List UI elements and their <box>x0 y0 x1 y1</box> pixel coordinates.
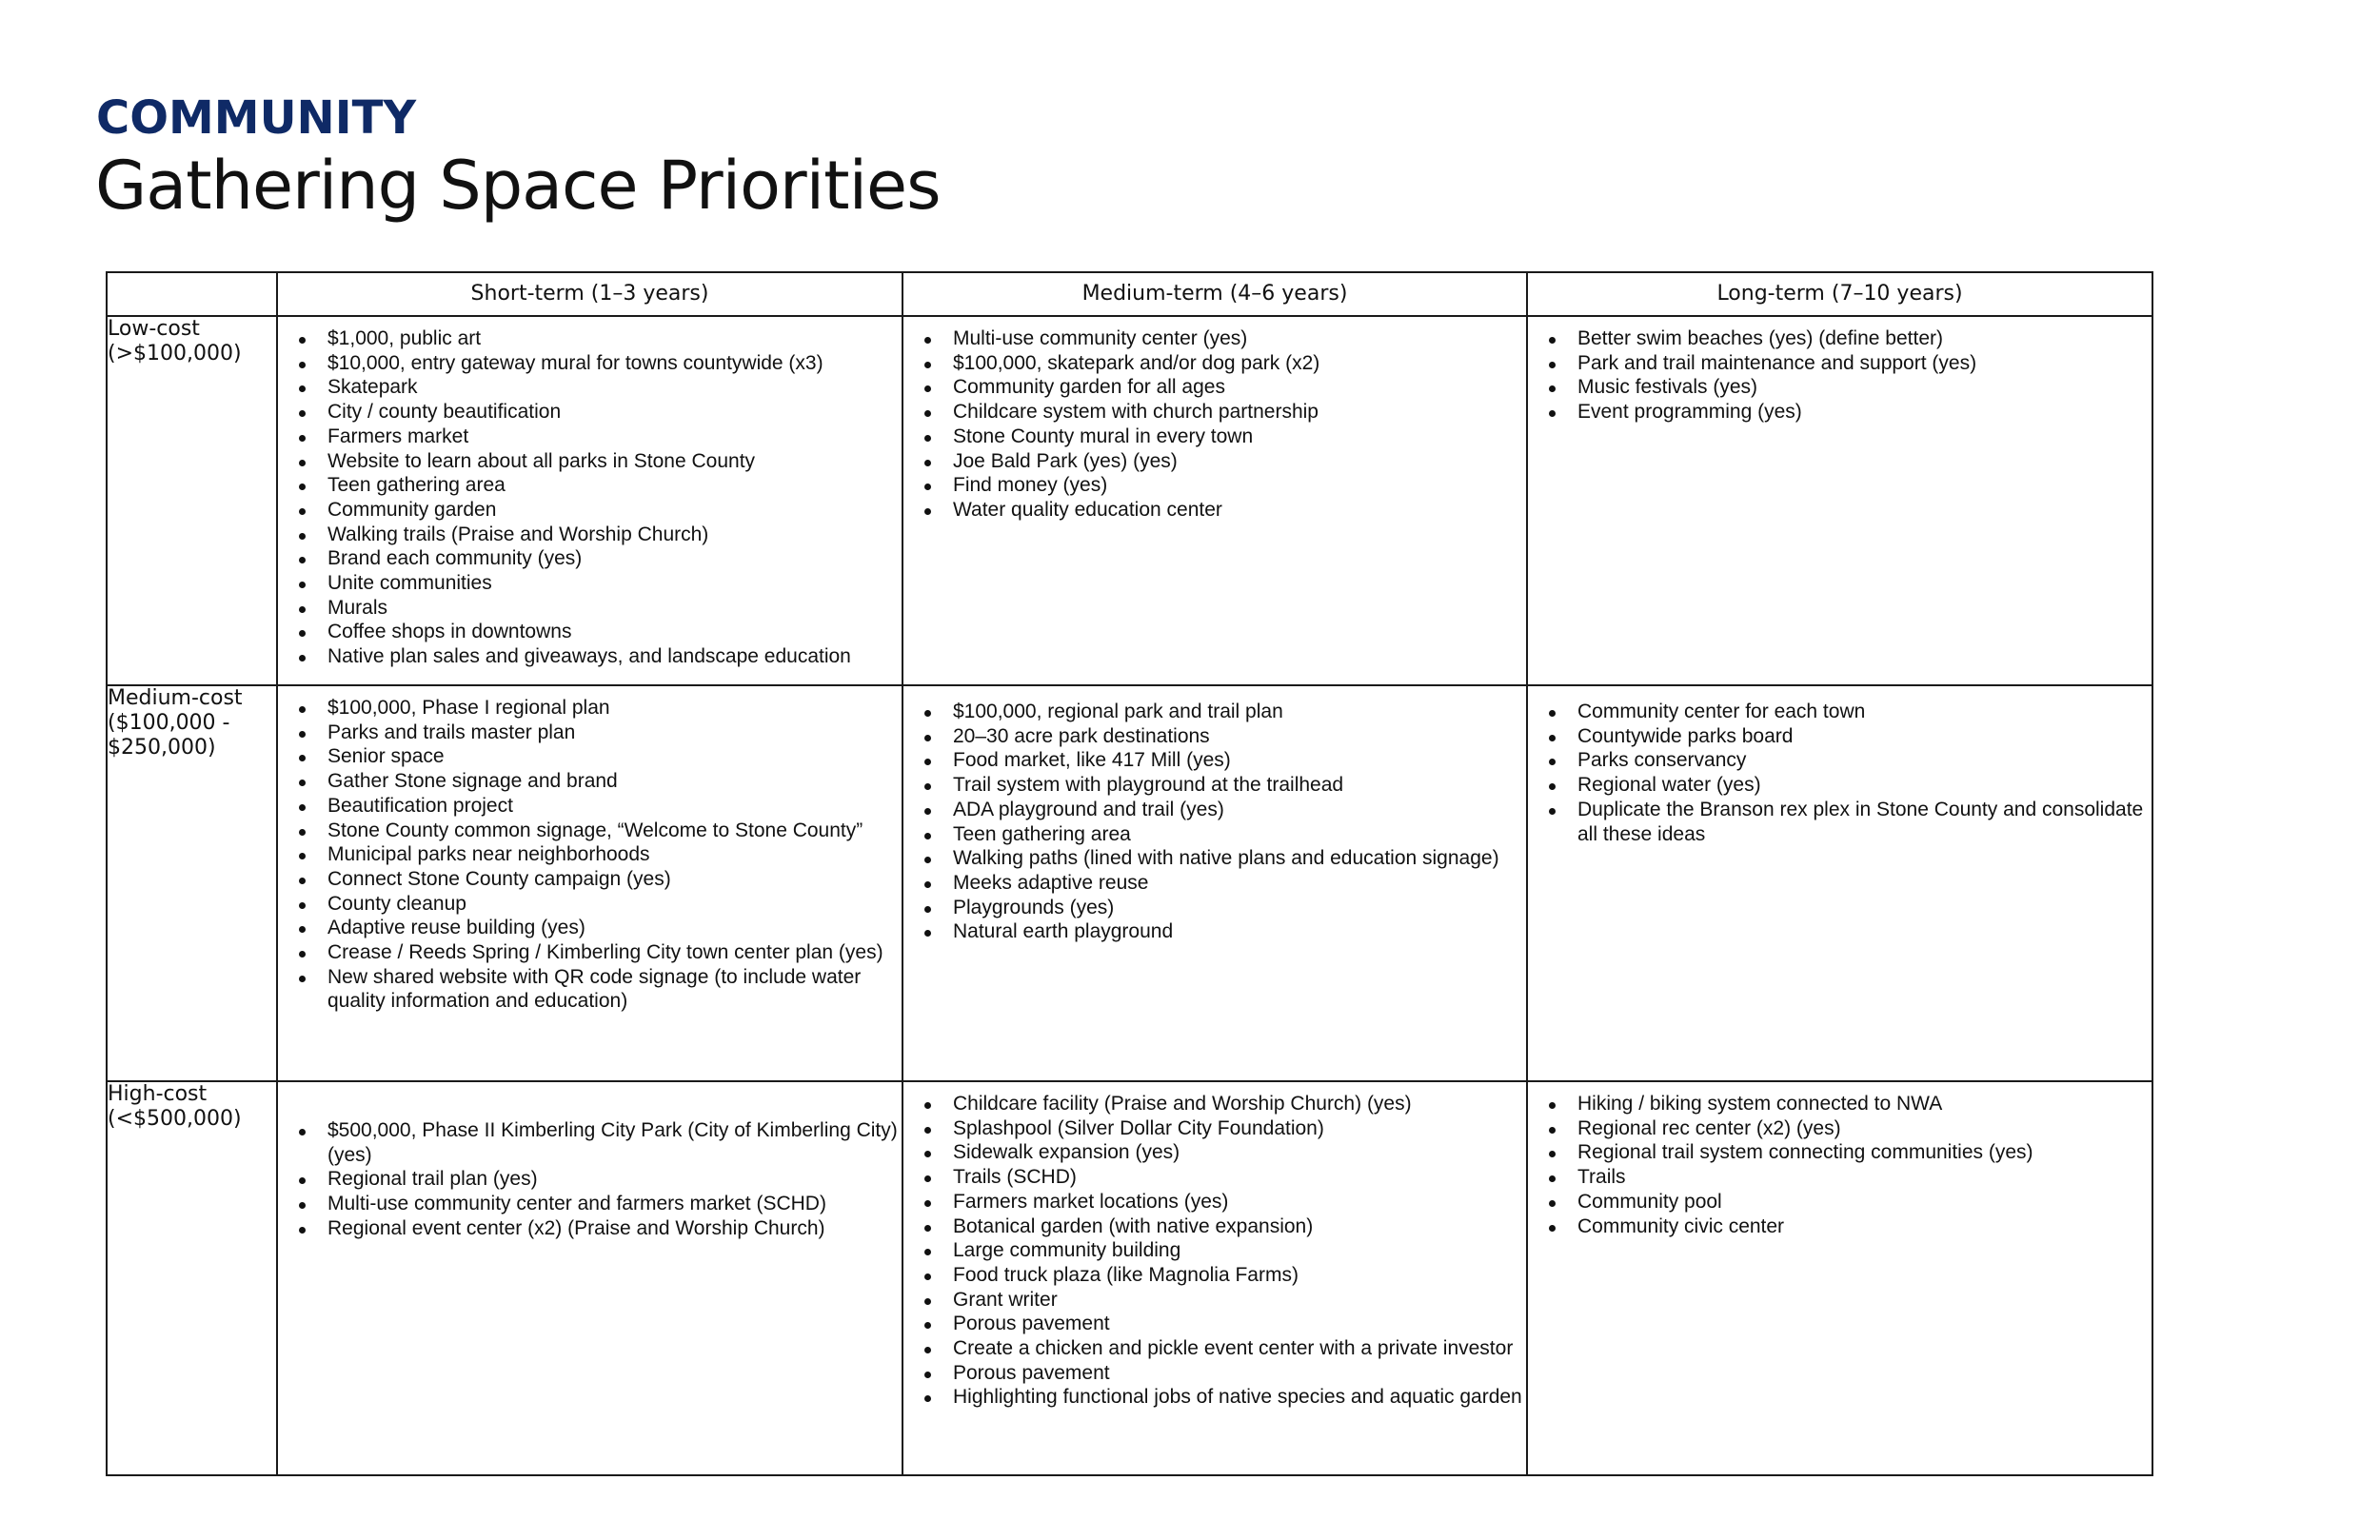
list-item: Parks conservancy <box>1528 748 2152 773</box>
list-item: $100,000, regional park and trail plan <box>903 700 1526 724</box>
list-item: Large community building <box>903 1238 1526 1263</box>
list-item: Beautification project <box>278 794 902 819</box>
list-item: Multi-use community center (yes) <box>903 326 1526 351</box>
list-item: Farmers market <box>278 424 902 449</box>
list-item: Park and trail maintenance and support (yes) <box>1528 351 2152 376</box>
list-item: Countywide parks board <box>1528 724 2152 749</box>
list-item: Porous pavement <box>903 1312 1526 1336</box>
row-label-line: Low-cost <box>108 317 200 341</box>
list-item: Hiking / biking system connected to NWA <box>1528 1092 2152 1116</box>
table-header-row <box>107 272 2152 316</box>
row-label-line: (<$500,000) <box>108 1107 242 1131</box>
list-item: Teen gathering area <box>278 473 902 498</box>
corner-header-cell <box>107 272 277 316</box>
list-item: Stone County common signage, “Welcome to Stone County” <box>278 819 902 843</box>
item-list <box>278 686 902 1014</box>
list-item: Municipal parks near neighborhoods <box>278 842 902 867</box>
cell-medium-short <box>277 685 902 1081</box>
list-item: $100,000, skatepark and/or dog park (x2) <box>903 351 1526 376</box>
list-item: Grant writer <box>903 1288 1526 1313</box>
list-item: Sidewalk expansion (yes) <box>903 1140 1526 1165</box>
column-header-short-term: Short-term (1–3 years) <box>277 272 902 316</box>
row-label-line: (>$100,000) <box>108 342 242 365</box>
list-item: Regional trail system connecting communities (yes) <box>1528 1140 2152 1165</box>
table-row-low-cost <box>107 316 2152 685</box>
list-item: Joe Bald Park (yes) (yes) <box>903 449 1526 474</box>
page-title: Gathering Space Priorities <box>95 147 941 225</box>
list-item: Regional trail plan (yes) <box>278 1167 902 1192</box>
list-item: Murals <box>278 596 902 621</box>
list-item: Community center for each town <box>1528 700 2152 724</box>
item-list <box>1528 686 2152 846</box>
item-list <box>903 1082 1526 1410</box>
cell-high-long <box>1527 1081 2152 1475</box>
list-item: Community pool <box>1528 1190 2152 1214</box>
section-kicker: COMMUNITY <box>96 91 417 145</box>
item-list <box>278 1082 902 1241</box>
item-list <box>903 686 1526 944</box>
list-item: New shared website with QR code signage (to include water quality information and education) <box>278 965 902 1014</box>
cell-high-short <box>277 1081 902 1475</box>
list-item: Natural earth playground <box>903 919 1526 944</box>
list-item: Find money (yes) <box>903 473 1526 498</box>
list-item: Music festivals (yes) <box>1528 375 2152 400</box>
column-header-medium-term: Medium-term (4–6 years) <box>902 272 1527 316</box>
row-label-medium-cost <box>107 685 277 1081</box>
cell-low-long <box>1527 316 2152 685</box>
column-header-long-term: Long-term (7–10 years) <box>1527 272 2152 316</box>
list-item: Walking trails (Praise and Worship Church) <box>278 523 902 547</box>
list-item: Trail system with playground at the trailhead <box>903 773 1526 798</box>
list-item: Childcare facility (Praise and Worship Church) (yes) <box>903 1092 1526 1116</box>
list-item: Regional event center (x2) (Praise and Worship Church) <box>278 1216 902 1241</box>
list-item: City / county beautification <box>278 400 902 424</box>
cell-medium-medium <box>902 685 1527 1081</box>
list-item: $1,000, public art <box>278 326 902 351</box>
list-item: Splashpool (Silver Dollar City Foundation) <box>903 1116 1526 1141</box>
list-item: Childcare system with church partnership <box>903 400 1526 424</box>
row-label-line: Medium-cost <box>108 686 243 710</box>
item-list <box>1528 1082 2152 1238</box>
list-item: Trails (SCHD) <box>903 1165 1526 1190</box>
list-item: Senior space <box>278 744 902 769</box>
list-item: Trails <box>1528 1165 2152 1190</box>
list-item: Regional rec center (x2) (yes) <box>1528 1116 2152 1141</box>
list-item: Walking paths (lined with native plans and education signage) <box>903 846 1526 871</box>
list-item: Stone County mural in every town <box>903 424 1526 449</box>
list-item: Adaptive reuse building (yes) <box>278 916 902 940</box>
item-list <box>903 317 1526 523</box>
list-item: Create a chicken and pickle event center with a private investor <box>903 1336 1526 1361</box>
item-list <box>278 317 902 669</box>
list-item: Community garden <box>278 498 902 523</box>
list-item: Farmers market locations (yes) <box>903 1190 1526 1214</box>
list-item: Food market, like 417 Mill (yes) <box>903 748 1526 773</box>
list-item: Community garden for all ages <box>903 375 1526 400</box>
list-item: Porous pavement <box>903 1361 1526 1386</box>
list-item: Food truck plaza (like Magnolia Farms) <box>903 1263 1526 1288</box>
list-item: Better swim beaches (yes) (define better) <box>1528 326 2152 351</box>
list-item: Multi-use community center and farmers market (SCHD) <box>278 1192 902 1216</box>
list-item: Meeks adaptive reuse <box>903 871 1526 896</box>
list-item: Highlighting functional jobs of native species and aquatic garden <box>903 1385 1526 1410</box>
row-label-line: ($100,000 - <box>108 711 230 735</box>
list-item: Connect Stone County campaign (yes) <box>278 867 902 892</box>
row-label-line: High-cost <box>108 1082 208 1106</box>
list-item: Coffee shops in downtowns <box>278 620 902 644</box>
list-item: $500,000, Phase II Kimberling City Park (City of Kimberling City) (yes) <box>278 1118 902 1167</box>
list-item: Community civic center <box>1528 1214 2152 1239</box>
list-item: Unite communities <box>278 571 902 596</box>
list-item: Skatepark <box>278 375 902 400</box>
table-row-high-cost <box>107 1081 2152 1475</box>
list-item: Botanical garden (with native expansion) <box>903 1214 1526 1239</box>
list-item: Website to learn about all parks in Stone County <box>278 449 902 474</box>
list-item: ADA playground and trail (yes) <box>903 798 1526 822</box>
list-item: Native plan sales and giveaways, and landscape education <box>278 644 902 669</box>
list-item: Crease / Reeds Spring / Kimberling City town center plan (yes) <box>278 940 902 965</box>
cell-low-short <box>277 316 902 685</box>
list-item: County cleanup <box>278 892 902 917</box>
list-item: Teen gathering area <box>903 822 1526 847</box>
table-row-medium-cost <box>107 685 2152 1081</box>
row-label-low-cost <box>107 316 277 685</box>
list-item: 20–30 acre park destinations <box>903 724 1526 749</box>
cell-high-medium <box>902 1081 1527 1475</box>
list-item: Gather Stone signage and brand <box>278 769 902 794</box>
list-item: Regional water (yes) <box>1528 773 2152 798</box>
row-label-line: $250,000) <box>108 736 216 760</box>
priorities-table <box>106 271 2153 1476</box>
list-item: Brand each community (yes) <box>278 546 902 571</box>
list-item: Playgrounds (yes) <box>903 896 1526 920</box>
list-item: Water quality education center <box>903 498 1526 523</box>
item-list <box>1528 317 2152 424</box>
list-item: Duplicate the Branson rex plex in Stone County and consolidate all these ideas <box>1528 798 2152 846</box>
list-item: $100,000, Phase I regional plan <box>278 696 902 721</box>
list-item: Event programming (yes) <box>1528 400 2152 424</box>
row-label-high-cost <box>107 1081 277 1475</box>
list-item: Parks and trails master plan <box>278 721 902 745</box>
cell-medium-long <box>1527 685 2152 1081</box>
cell-low-medium <box>902 316 1527 685</box>
list-item: $10,000, entry gateway mural for towns countywide (x3) <box>278 351 902 376</box>
